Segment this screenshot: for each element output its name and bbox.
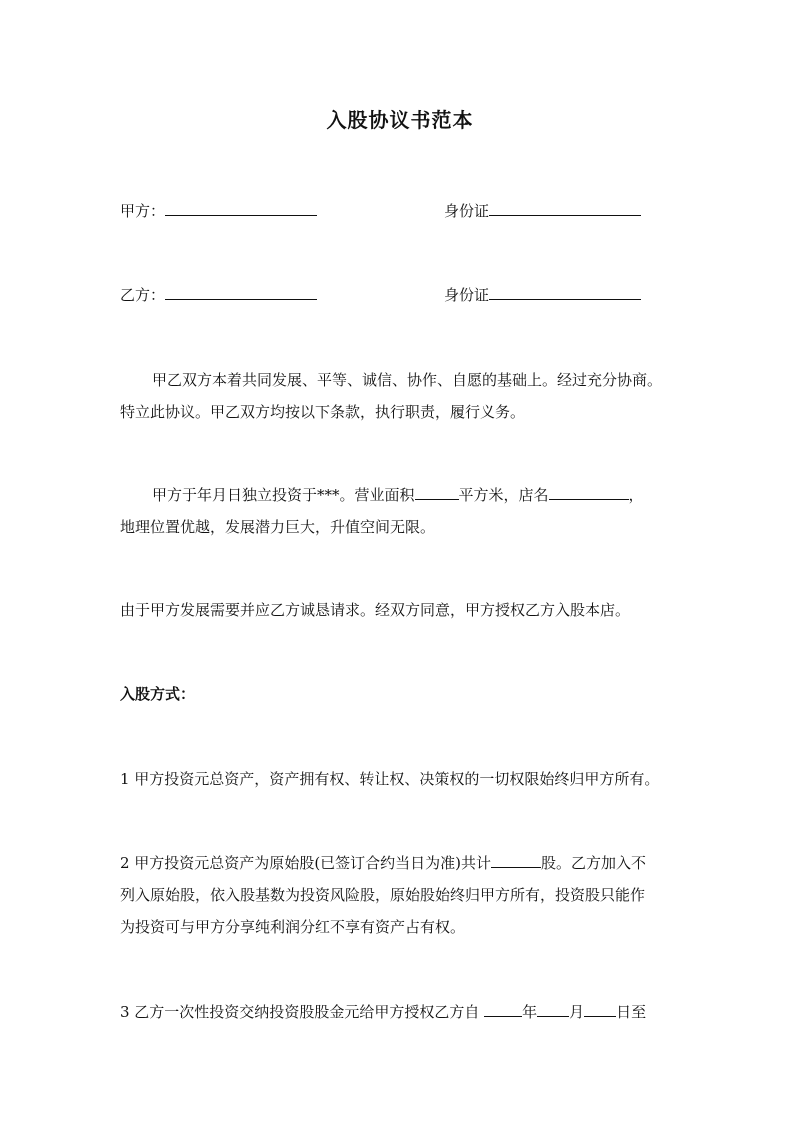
- item2-line3: 为投资可与甲方分享纯利润分红不享有资产占有权。: [120, 918, 466, 936]
- para2-text-c: ，: [628, 486, 644, 504]
- para2-line2: 地理位置优越，发展潜力巨大，升值空间无限。: [120, 518, 436, 536]
- item2-line2: 列入原始股，依入股基数为投资风险股，原始股始终归甲方所有，投资股只能作: [120, 886, 646, 904]
- day-blank: [584, 1002, 616, 1017]
- shares-blank: [491, 853, 541, 868]
- para1-line1: 甲乙双方本着共同发展、平等、诚信、协作、自愿的基础上。经过充分协商。: [152, 371, 663, 389]
- para3: 由于甲方发展需要并应乙方诚恳请求。经双方同意，甲方授权乙方入股本店。: [120, 601, 631, 619]
- area-blank: [415, 485, 459, 500]
- item3-day: 日至: [616, 1003, 647, 1021]
- party-a-id-label: 身份证: [444, 202, 490, 220]
- party-a-id-blank: [489, 201, 641, 216]
- item2-text-b: 股。乙方加入不: [541, 854, 647, 872]
- item3-month: 月: [569, 1003, 585, 1021]
- para2-line1: [120, 484, 644, 505]
- party-a-label: 甲方：: [120, 202, 166, 220]
- party-a-blank: [165, 201, 317, 216]
- document-title: 入股协议书范本: [326, 108, 474, 132]
- para1-line2: 特立此协议。甲乙双方均按以下条款，执行职责，履行义务。: [120, 403, 526, 421]
- party-b-id-blank: [489, 285, 641, 300]
- party-a-line: [120, 200, 317, 221]
- para2-text-a: 甲方于年月日独立投资于***。营业面积: [152, 486, 415, 504]
- item2-line1: [120, 852, 646, 873]
- party-b-id-line: [444, 284, 641, 305]
- item2-text-a: 2 甲方投资元总资产为原始股(已签订合约当日为准)共计: [120, 854, 492, 872]
- item3-year: 年: [522, 1003, 538, 1021]
- party-b-label: 乙方：: [120, 286, 166, 304]
- section-heading: 入股方式：: [120, 685, 196, 703]
- item3-line1: [120, 1001, 646, 1022]
- party-b-id-label: 身份证: [444, 286, 490, 304]
- party-a-id-line: [444, 200, 641, 221]
- month-blank: [537, 1002, 569, 1017]
- party-b-line: [120, 284, 317, 305]
- year-blank: [484, 1002, 522, 1017]
- shop-name-blank: [549, 485, 629, 500]
- party-b-blank: [165, 285, 317, 300]
- item3-text-a: 3 乙方一次性投资交纳投资股股金元给甲方授权乙方自: [120, 1003, 480, 1021]
- para2-text-b: 平方米，店名: [458, 486, 549, 504]
- item1: 1 甲方投资元总资产，资产拥有权、转让权、决策权的一切权限始终归甲方所有。: [120, 770, 660, 788]
